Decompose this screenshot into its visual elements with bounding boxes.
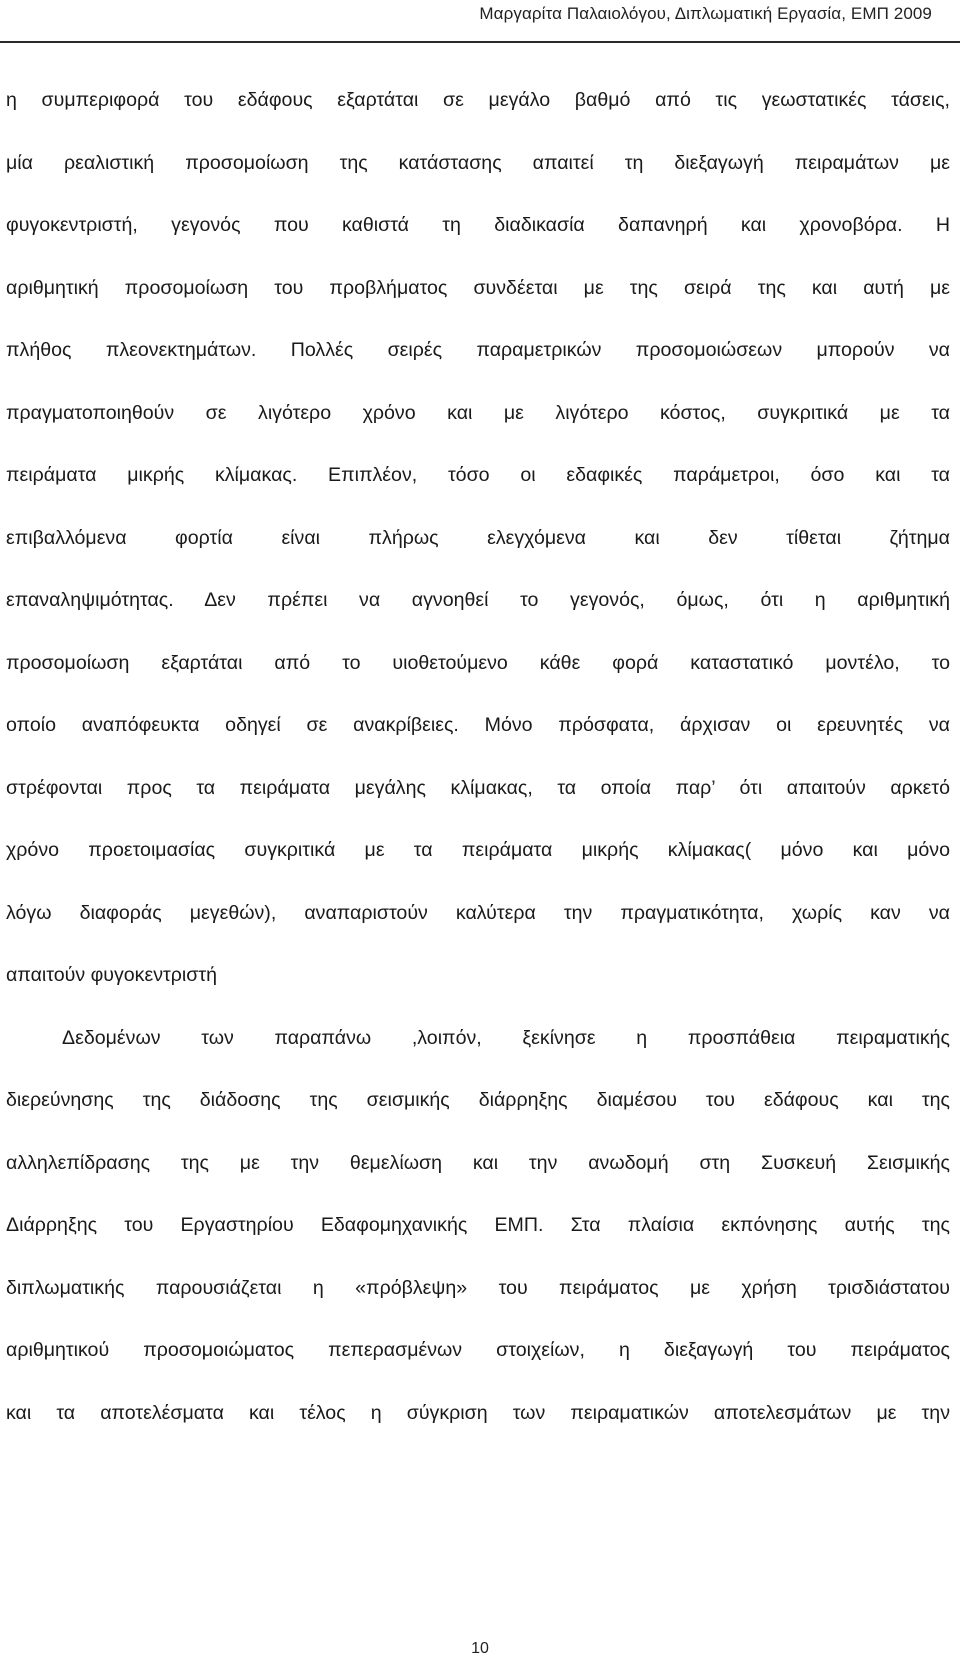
- text-line: πλήθος πλεονεκτημάτων. Πολλές σειρές παραμετρικών προσομοιώσεων μπορούν να: [6, 339, 950, 361]
- text-line: μία ρεαλιστική προσομοίωση της κατάστασης απαιτεί τη διεξαγωγή πειραμάτων με: [6, 151, 950, 174]
- text-line: οποίο αναπόφευκτα οδηγεί σε ανακρίβειες. Μόνο πρόσφατα, άρχισαν οι ερευνητές να: [6, 714, 950, 736]
- text-line: πραγματοποιηθούν σε λιγότερο χρόνο και με λιγότερο κόστος, συγκριτικά με τα: [6, 401, 950, 424]
- header-rule: [0, 41, 960, 43]
- text-line: λόγω διαφοράς μεγεθών), αναπαριστούν καλύτερα την πραγματικότητα, χωρίς καν να: [6, 901, 950, 924]
- text-line: αριθμητική προσομοίωση του προβλήματος συνδέεται με της σειρά της και αυτή με: [6, 276, 950, 299]
- text-line: αριθμητικού προσομοιώματος πεπερασμένων στοιχείων, η διεξαγωγή του πειράματος: [6, 1339, 950, 1361]
- text-line: επιβαλλόμενα φορτία είναι πλήρως ελεγχόμενα και δεν τίθεται ζήτημα: [6, 526, 950, 549]
- text-line: διπλωματικής παρουσιάζεται η «πρόβλεψη» του πειράματος με χρήση τρισδιάστατου: [6, 1276, 950, 1299]
- text-line: αλληλεπίδρασης της με την θεμελίωση και την ανωδομή στη Συσκευή Σεισμικής: [6, 1151, 950, 1174]
- text-line: χρόνο προετοιμασίας συγκριτικά με τα πειράματα μικρής κλίμακας( μόνο και μόνο: [6, 839, 950, 861]
- page-number: 10: [471, 1640, 489, 1657]
- text-line: απαιτούν φυγοκεντριστή: [6, 964, 217, 986]
- text-line: προσομοίωση εξαρτάται από το υιοθετούμενο κάθε φορά καταστατικό μοντέλο, το: [6, 651, 950, 674]
- running-header: Μαργαρίτα Παλαιολόγου, Διπλωματική Εργασία, ΕΜΠ 2009: [479, 4, 932, 23]
- text-line: διερεύνησης της διάδοσης της σεισμικής διάρρηξης διαμέσου του εδάφους και της: [6, 1089, 950, 1111]
- paragraph-first-line: Δεδομένων των παραπάνω ,λοιπόν, ξεκίνησε η προσπάθεια πειραματικής: [62, 1026, 950, 1049]
- text-line: η συμπεριφορά του εδάφους εξαρτάται σε μεγάλο βαθμό από τις γεωστατικές τάσεις,: [6, 89, 950, 111]
- text-line: πειράματα μικρής κλίμακας. Επιπλέον, τόσο οι εδαφικές παράμετροι, όσο και τα: [6, 464, 950, 486]
- text-line: φυγοκεντριστή, γεγονός που καθιστά τη διαδικασία δαπανηρή και χρονοβόρα. Η: [6, 214, 950, 236]
- text-line: Διάρρηξης του Εργαστηρίου Εδαφομηχανικής ΕΜΠ. Στα πλαίσια εκπόνησης αυτής της: [6, 1214, 950, 1236]
- body-text: [6, 69, 950, 1444]
- text-line: επαναληψιμότητας. Δεν πρέπει να αγνοηθεί το γεγονός, όμως, ότι η αριθμητική: [6, 589, 950, 611]
- text-line: και τα αποτελέσματα και τέλος η σύγκριση των πειραματικών αποτελεσμάτων με την: [6, 1401, 950, 1424]
- text-line: στρέφονται προς τα πειράματα μεγάλης κλίμακας, τα οποία παρ’ ότι απαιτούν αρκετό: [6, 776, 950, 799]
